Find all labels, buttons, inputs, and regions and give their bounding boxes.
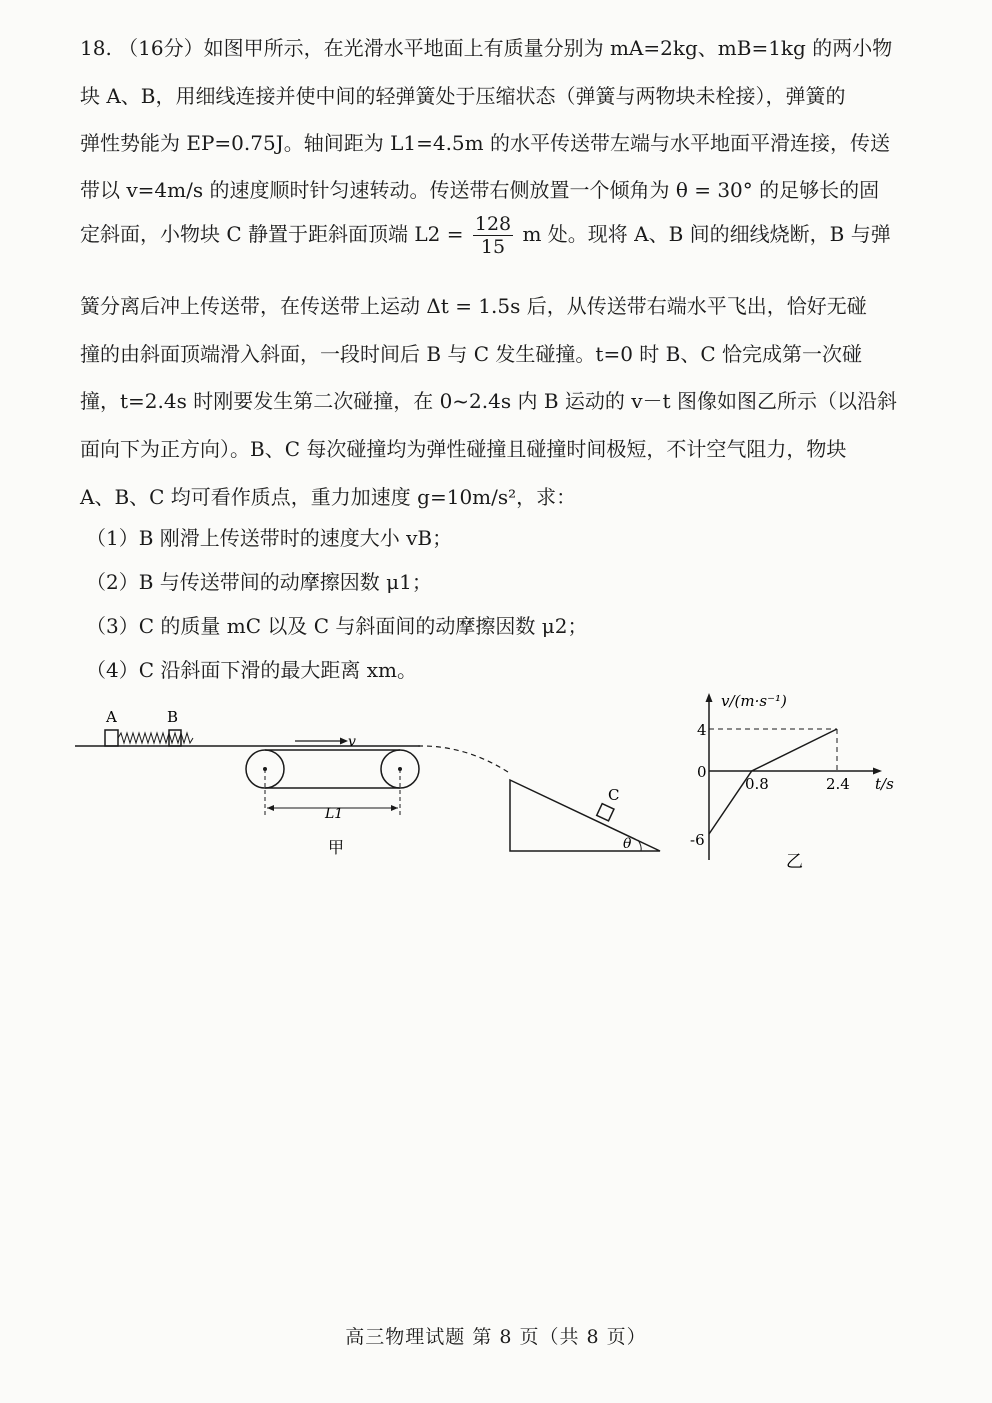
line5-suffix: m 处。现将 A、B 间的细线烧断，B 与弹 [522,222,891,246]
fraction-denominator: 15 [480,236,506,258]
label-a: A [106,708,117,726]
problem-line-2: 块 A、B，用细线连接并使中间的轻弹簧处于压缩状态（弹簧与两物块未栓接），弹簧的 [80,84,846,108]
label-b: B [167,708,179,726]
l1-arrowhead-left [267,805,274,811]
line5-prefix: 定斜面，小物块 C 静置于距斜面顶端 L2 = [80,222,464,246]
x-tick-0-8: 0.8 [745,775,769,793]
y-axis-label: v/(m·s⁻¹) [721,692,787,710]
block-a [105,730,118,746]
problem-line-5 [80,213,891,258]
problem-line-8: 撞，t=2.4s 时刚要发生第二次碰撞，在 0~2.4s 内 B 运动的 v－t 图像如图乙所示（以沿斜 [80,389,897,413]
problem-line-6: 簧分离后冲上传送带，在传送带上运动 Δt = 1.5s 后，从传送带右端水平飞出，恰好无碰 [80,294,867,318]
figure-jia [70,700,690,870]
problem-line-3: 弹性势能为 EP=0.75J。轴间距为 L1=4.5m 的水平传送带左端与水平地面平滑连接，传送 [80,131,890,155]
y-tick-0: 0 [697,763,707,781]
question-4: （4）C 沿斜面下滑的最大距离 xm。 [86,658,417,682]
problem-line-10: A、B、C 均可看作质点，重力加速度 g=10m/s²，求： [80,485,577,509]
fraction-numerator: 128 [474,213,512,235]
problem-line-9: 面向下为正方向）。B、C 每次碰撞均为弹性碰撞且碰撞时间极短，不计空气阻力，物块 [80,437,847,461]
page-footer: 高三物理试题 第 8 页（共 8 页） [345,1326,647,1348]
question-2: （2）B 与传送带间的动摩擦因数 μ1； [86,570,432,594]
y-tick-4: 4 [697,721,707,739]
label-c: C [608,786,620,804]
caption-jia: 甲 [328,838,345,857]
l1-arrowhead-right [391,805,398,811]
problem-line-4: 带以 v=4m/s 的速度顺时针匀速转动。传送带右侧放置一个倾角为 θ = 30° 的足够长的固 [80,178,880,202]
fraction-l2 [473,213,513,258]
y-tick-neg6: -6 [690,831,705,849]
caption-yi: 乙 [786,852,803,872]
y-axis-arrowhead [706,693,713,702]
problem-line-7: 撞的由斜面顶端滑入斜面，一段时间后 B 与 C 发生碰撞。t=0 时 B、C 恰完成第一次碰 [80,342,863,366]
incline [510,780,660,851]
problem-line-1: 18. （16分）如图甲所示，在光滑水平地面上有质量分别为 mA=2kg、mB=1kg 的两小物 [80,36,893,60]
label-v: v [348,734,356,750]
x-axis-label: t/s [875,775,894,793]
trajectory [418,746,508,772]
velocity-arrowhead [340,738,348,745]
question-1: （1）B 刚滑上传送带时的速度大小 vB； [86,526,453,550]
label-l1: L1 [325,806,344,822]
question-3: （3）C 的质量 mC 以及 C 与斜面间的动摩擦因数 μ2； [86,614,588,638]
block-c [597,804,614,821]
label-theta: θ [623,836,632,852]
vt-series-line [709,729,837,834]
x-tick-2-4: 2.4 [826,775,850,793]
x-axis-arrowhead [873,768,882,775]
figure-yi-vt-chart [685,685,915,885]
